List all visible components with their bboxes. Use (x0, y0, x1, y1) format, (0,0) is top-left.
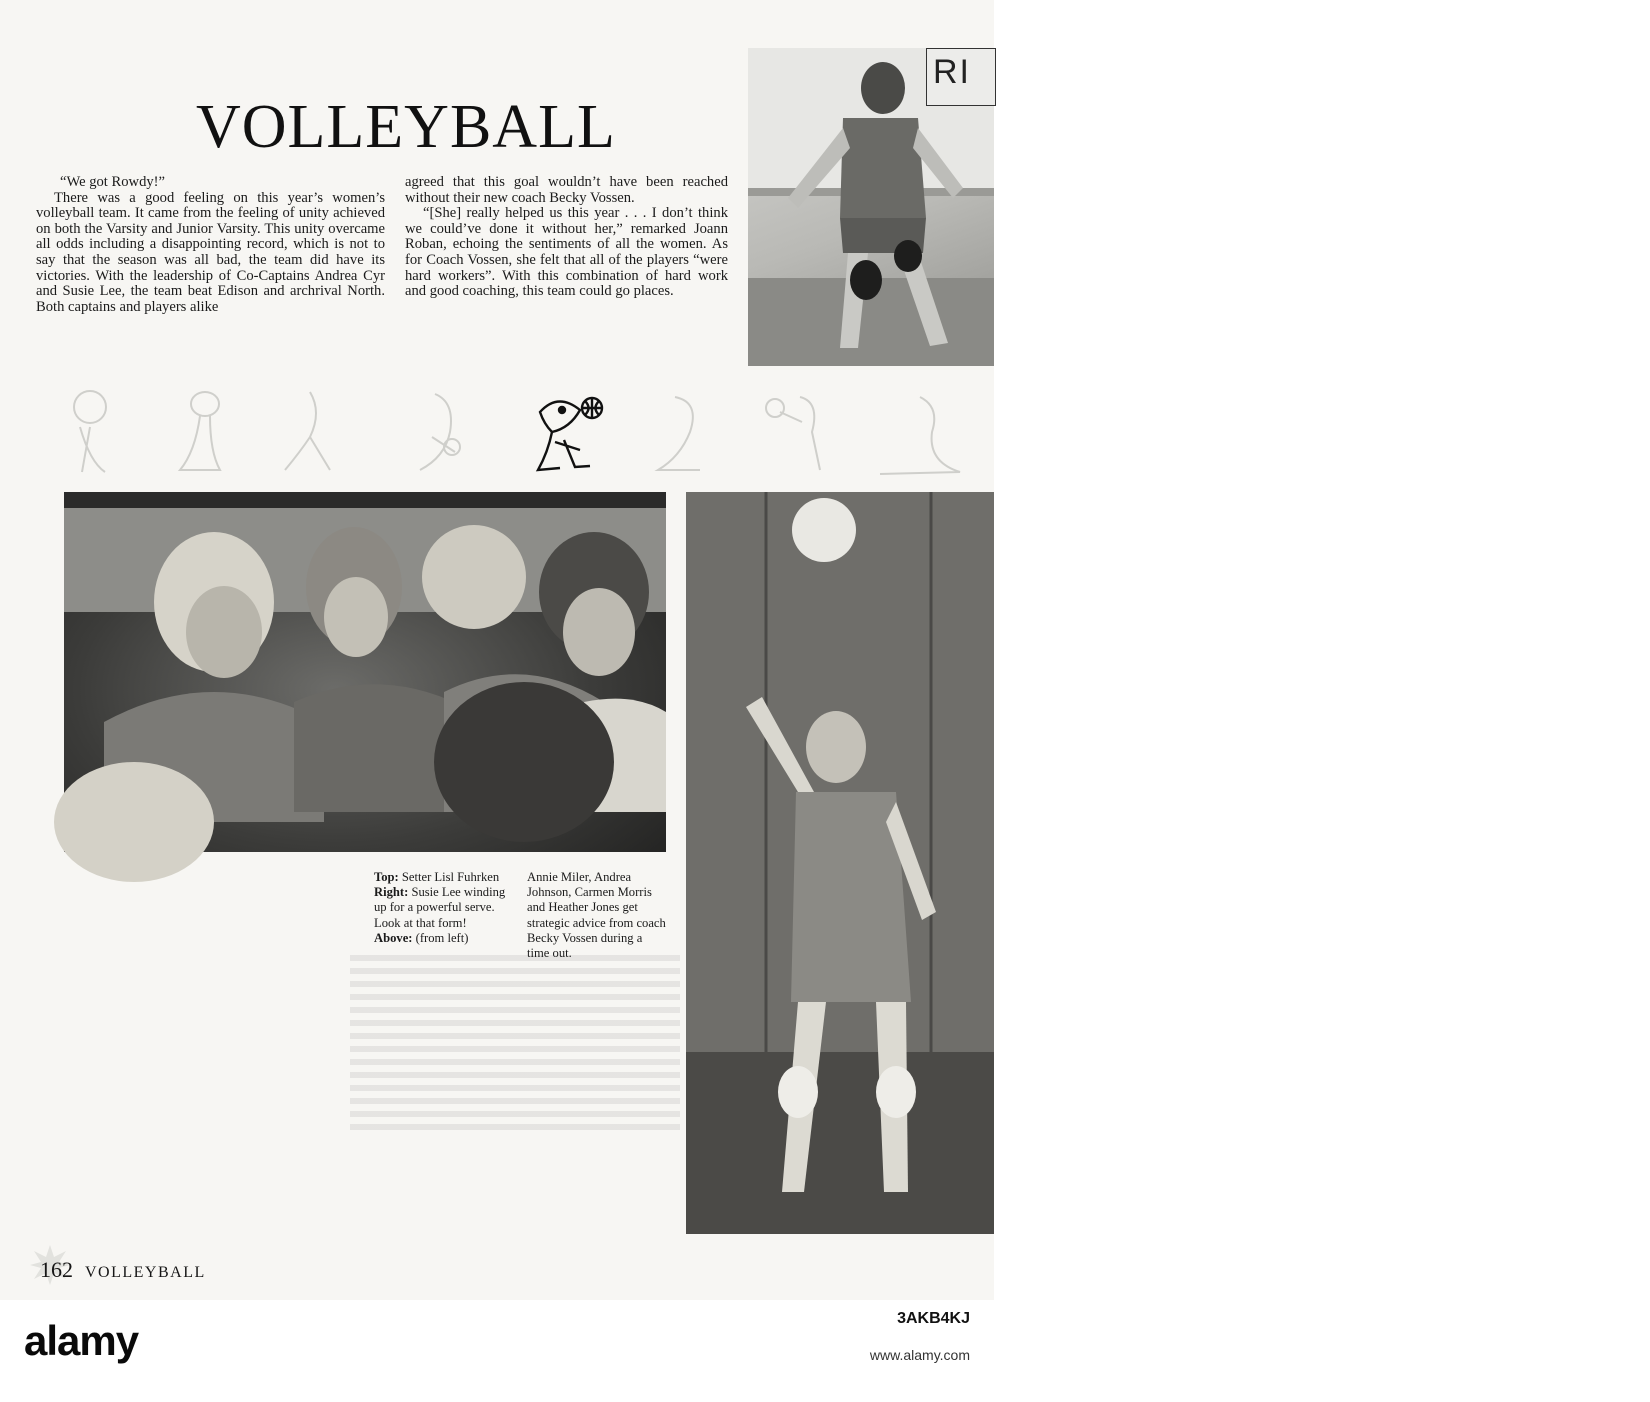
photo-team-huddle (64, 492, 666, 852)
article-column-left (36, 175, 385, 315)
caption-label-top: Top: (374, 870, 399, 884)
caption-text-right: Susie Lee winding up for a powerful serve. Look at that form! (374, 885, 506, 930)
watermark-overlay: alamy (1560, 118, 1650, 151)
photo-team-huddle-figures (64, 492, 666, 852)
watermark-overlay: alamy (1446, 990, 1554, 1031)
page-title: VOLLEYBALL (196, 93, 616, 161)
photo-serve-figure (686, 492, 994, 1234)
watermark-logo: alamy (24, 1317, 139, 1364)
watermark-bar (0, 1300, 994, 1390)
mascot-cartoon-strip (60, 382, 994, 482)
photo-captions-left (374, 870, 514, 946)
article-paragraph: “[She] really helped us this year . . . I don’t think we could’ve done it without her,” remarked Joann Roban, echoing the sentiments of all the women. As for Coach Vossen, she felt that all of the players “were hard workers”. With this combination of hard work and good coaching, this team could go places. (405, 205, 728, 300)
caption-label-above: Above: (374, 930, 413, 945)
article-paragraph: agreed that this goal wouldn’t have been reached without their new coach Becky Vossen. (405, 174, 728, 206)
page-number: 162 (40, 1257, 73, 1282)
article-quote: “We got Rowdy!” (60, 174, 166, 190)
gym-banner (926, 48, 996, 106)
caption-text-above-continued: Annie Miler, Andrea Johnson, Carmen Morris and Heather Jones get strategic advice from coach Becky Vossen during a time out. (527, 870, 666, 961)
page-footer (40, 1257, 206, 1283)
watermark-image-id: 3AKB4KJ (897, 1310, 970, 1327)
caption-text-above: (from left) (415, 930, 469, 945)
caption-label-right: Right: (374, 885, 409, 900)
article-paragraph: There was a good feeling on this year’s women’s volleyball team. It came from the feeling of unity achieved on both the Varsity and Junior Varsity. This unity overcame all odds including a disappointing record, which is not to say that the season was all bad, the team did have its victories. With the leadership of Co-Captains Andrea Cyr and Susie Lee, the team beat Edison and archrival North. Both captains and players alike (36, 189, 385, 315)
gym-banner-text: RI (933, 53, 971, 91)
watermark-overlay: alamy (1446, 1360, 1554, 1401)
caption-text-top: Setter Lisl Fuhrken (401, 870, 500, 884)
footer-section-title: VOLLEYBALL (85, 1264, 206, 1281)
bleed-through-text (350, 955, 680, 1135)
mascot-cartoons-illustration (60, 382, 994, 482)
watermark-site: www.alamy.com (869, 1347, 970, 1363)
article-column-right (405, 175, 728, 300)
photo-captions-right (527, 870, 667, 961)
